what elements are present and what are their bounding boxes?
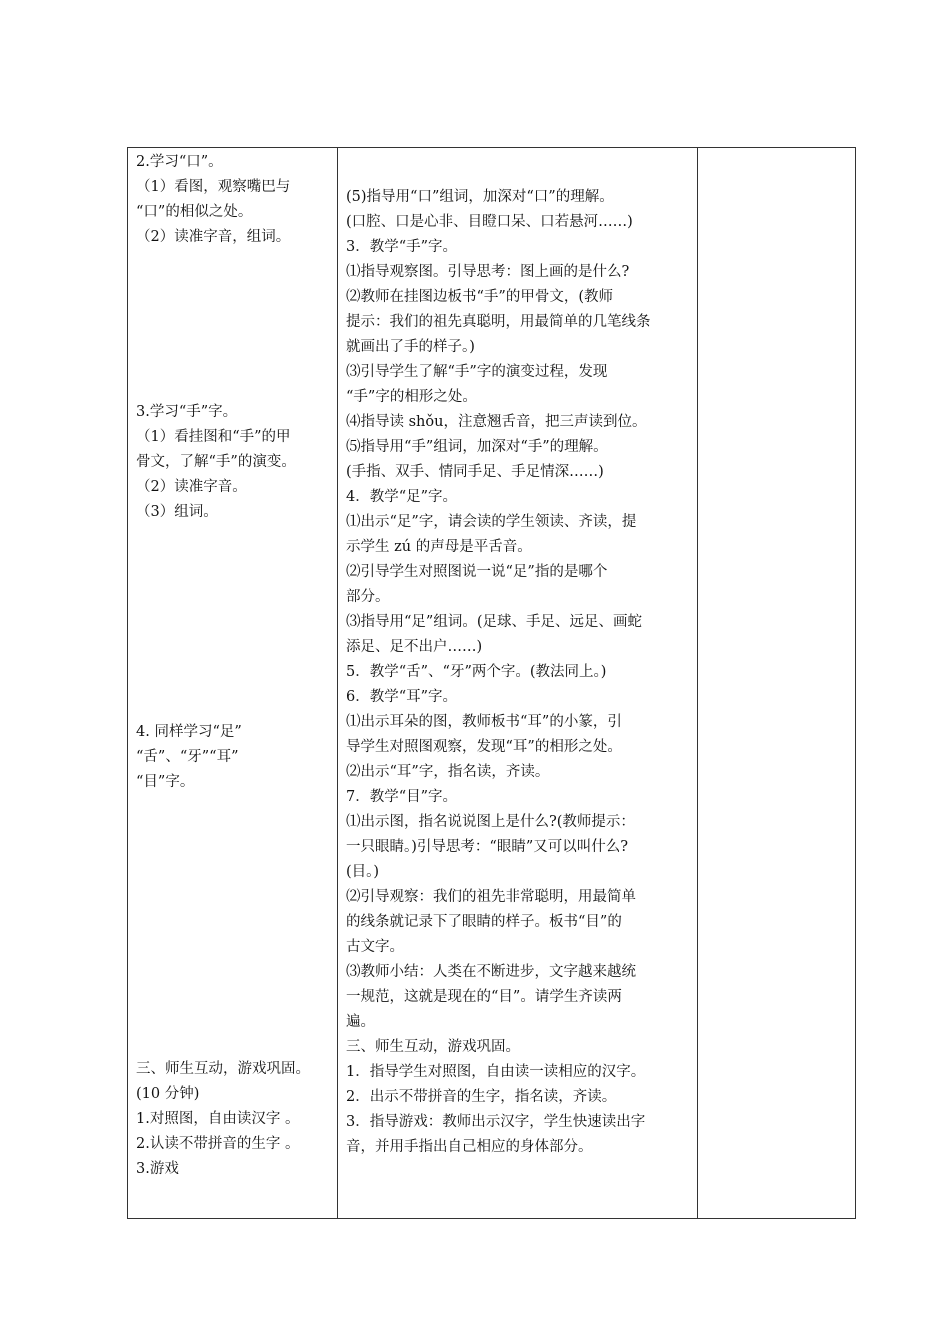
text-line: “舌”、“牙”“耳” bbox=[136, 749, 239, 765]
text-line: 一规范，这就是现在的“目”。请学生齐读两 bbox=[346, 989, 622, 1005]
text-line: 提示：我们的祖先真聪明，用最简单的几笔线条 bbox=[346, 314, 651, 330]
text-line: 3.游戏 bbox=[136, 1161, 179, 1177]
text-line: 3.学习“手”字。 bbox=[136, 404, 238, 420]
text-line: 4. 同样学习“足” bbox=[136, 724, 242, 740]
text-line: 添足、足不出户……) bbox=[346, 639, 483, 655]
text-line: ⑴指导观察图。引导思考：图上画的是什么? bbox=[346, 264, 630, 280]
text-line: (5)指导用“口”组词，加深对“口”的理解。 bbox=[346, 189, 614, 205]
text-line: 1.对照图，自由读汉字 。 bbox=[136, 1111, 300, 1127]
notes-column bbox=[698, 148, 856, 1219]
text-line: 5．教学“舌”、“牙”两个字。(教法同上。) bbox=[346, 664, 607, 680]
text-line: (目。) bbox=[346, 864, 380, 880]
text-line: 2.学习“口”。 bbox=[136, 154, 223, 170]
text-line: 3．指导游戏：教师出示汉字，学生快速读出字 bbox=[346, 1114, 646, 1130]
text-line: 遍。 bbox=[346, 1014, 375, 1030]
text-line: 三、师生互动，游戏巩固。 bbox=[346, 1039, 520, 1055]
text-line: ⑶指导用“足”组词。(足球、手足、远足、画蛇 bbox=[346, 614, 642, 630]
text-line: ⑷指导读 shǒu，注意翘舌音，把三声读到位。 bbox=[346, 414, 647, 430]
text-line: 4．教学“足”字。 bbox=[346, 489, 458, 505]
text-line: 就画出了手的样子。) bbox=[346, 339, 475, 355]
text-line: ⑵出示“耳”字，指名读，齐读。 bbox=[346, 764, 550, 780]
text-line: 古文字。 bbox=[346, 939, 404, 955]
text-line: ⑶引导学生了解“手”字的演变过程，发现 bbox=[346, 364, 608, 380]
table-row bbox=[128, 148, 856, 1219]
text-line: 三、师生互动，游戏巩固。 bbox=[136, 1061, 310, 1077]
text-line: 的线条就记录下了眼睛的样子。板书“目”的 bbox=[346, 914, 622, 930]
text-line: ⑵引导学生对照图说一说“足”指的是哪个 bbox=[346, 564, 608, 580]
text-line: 部分。 bbox=[346, 589, 390, 605]
text-line: 示学生 zú 的声母是平舌音。 bbox=[346, 539, 532, 555]
text-line: “手”字的相形之处。 bbox=[346, 389, 477, 405]
text-line: ⑵引导观察：我们的祖先非常聪明，用最简单 bbox=[346, 889, 636, 905]
text-line: “目”字。 bbox=[136, 774, 195, 790]
text-line: （1）看挂图和“手”的甲 bbox=[136, 429, 291, 445]
text-line: 3．教学“手”字。 bbox=[346, 239, 458, 255]
text-line: (口腔、口是心非、目瞪口呆、口若悬河……) bbox=[346, 214, 633, 230]
text-line: 导学生对照图观察，发现“耳”的相形之处。 bbox=[346, 739, 622, 755]
text-line: (10 分钟) bbox=[136, 1086, 200, 1102]
text-line: 6．教学“耳”字。 bbox=[346, 689, 458, 705]
text-line: （2）读准字音。 bbox=[136, 479, 247, 495]
text-line: “口”的相似之处。 bbox=[136, 204, 253, 220]
text-line: 1．指导学生对照图，自由读一读相应的汉字。 bbox=[346, 1064, 646, 1080]
text-line: ⑴出示“足”字，请会读的学生领读、齐读，提 bbox=[346, 514, 637, 530]
text-line: (手指、双手、情同手足、手足情深……) bbox=[346, 464, 604, 480]
text-line: （2）读准字音，组词。 bbox=[136, 229, 291, 245]
teacher-activity-column bbox=[338, 148, 698, 1219]
text-line: ⑵教师在挂图边板书“手”的甲骨文，(教师 bbox=[346, 289, 613, 305]
text-line: 骨文，了解“手”的演变。 bbox=[136, 454, 296, 470]
text-line: ⑸指导用“手”组词，加深对“手”的理解。 bbox=[346, 439, 608, 455]
text-line: ⑴出示耳朵的图，教师板书“耳”的小篆，引 bbox=[346, 714, 622, 730]
text-line: 7．教学“目”字。 bbox=[346, 789, 458, 805]
lesson-plan-table bbox=[127, 147, 856, 1219]
text-line: 2．出示不带拼音的生字，指名读，齐读。 bbox=[346, 1089, 617, 1105]
text-line: 2.认读不带拼音的生字 。 bbox=[136, 1136, 300, 1152]
text-line: 一只眼睛。)引导思考：“眼睛”又可以叫什么? bbox=[346, 839, 629, 855]
text-line: ⑶教师小结：人类在不断进步，文字越来越统 bbox=[346, 964, 636, 980]
text-line: 音，并用手指出自己相应的身体部分。 bbox=[346, 1139, 593, 1155]
text-line: （1）看图，观察嘴巴与 bbox=[136, 179, 291, 195]
text-line: ⑴出示图，指名说说图上是什么?(教师提示： bbox=[346, 814, 635, 830]
student-activity-column bbox=[128, 148, 338, 1219]
text-line: （3）组词。 bbox=[136, 504, 218, 520]
